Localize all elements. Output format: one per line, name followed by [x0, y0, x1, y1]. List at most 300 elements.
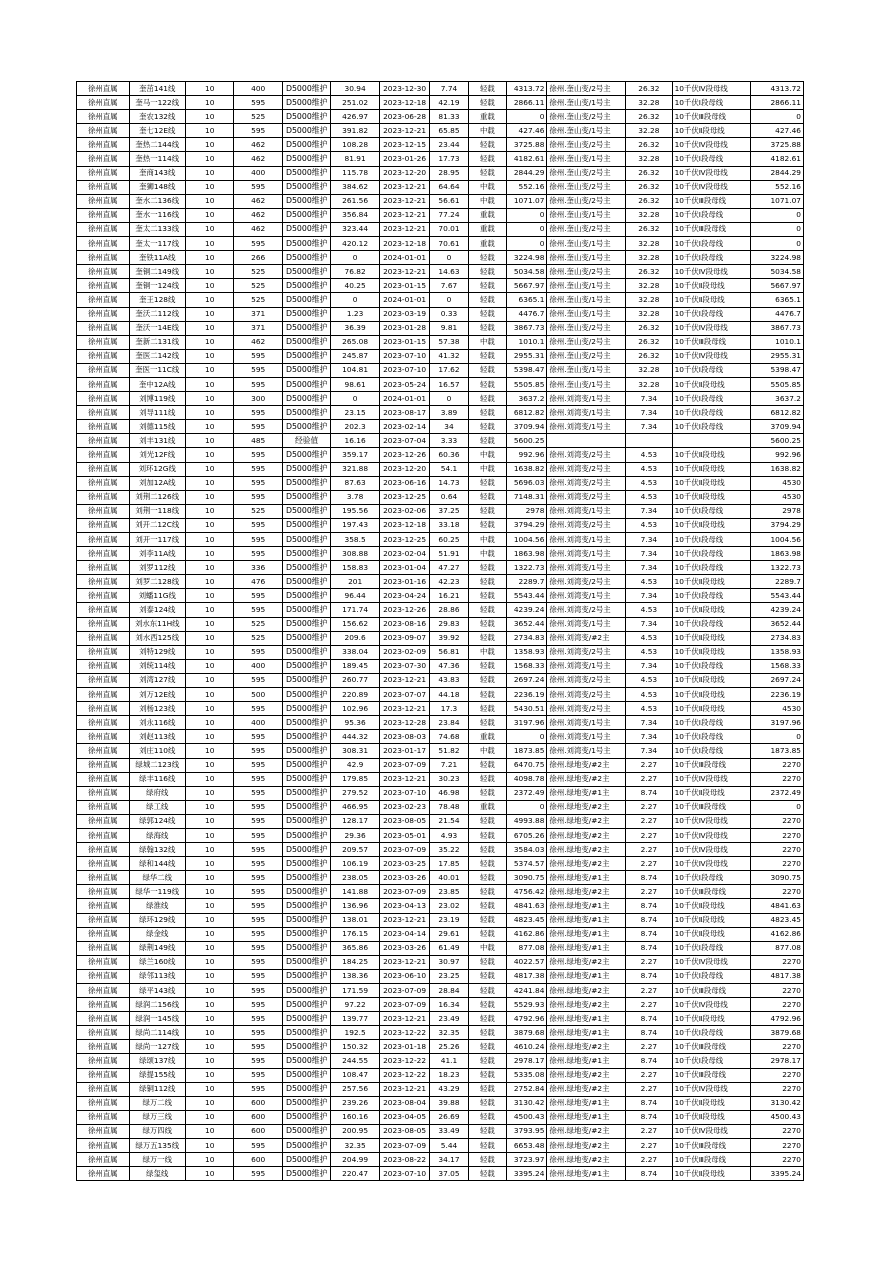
cell-source: D5000维护 [282, 955, 330, 969]
cell-voltage: 10 [186, 955, 234, 969]
cell-busbar: 10千伏Ⅲ段母线 [672, 1068, 751, 1082]
table-row [77, 716, 804, 730]
cell-date: 2023-08-05 [379, 814, 429, 828]
cell-rated-current: 595 [234, 955, 282, 969]
cell-date: 2023-07-10 [379, 363, 429, 377]
cell-load-rate: 33.18 [430, 518, 468, 532]
cell-available-capacity: 3794.29 [507, 518, 547, 532]
cell-current: 209.57 [331, 843, 379, 857]
cell-voltage: 10 [186, 518, 234, 532]
cell-load-rate: 30.97 [430, 955, 468, 969]
cell-voltage: 10 [186, 110, 234, 124]
cell-final-capacity: 3867.73 [751, 321, 804, 335]
table-row [77, 222, 804, 236]
cell-current: 244.55 [331, 1054, 379, 1068]
cell-source: D5000维护 [282, 998, 330, 1012]
cell-transformer: 徐州.奎山变/1号主 [547, 208, 626, 222]
cell-date: 2023-02-09 [379, 645, 429, 659]
cell-final-capacity: 2270 [751, 1139, 804, 1153]
cell-load-rate: 9.81 [430, 321, 468, 335]
cell-transformer: 徐州.绿地变/#2主 [547, 955, 626, 969]
cell-line-name: 奎铜二149线 [129, 265, 186, 279]
cell-load-status: 轻载 [468, 1026, 506, 1040]
cell-rated-current: 595 [234, 871, 282, 885]
cell-unit: 徐州直属 [77, 1167, 130, 1181]
table-row [77, 152, 804, 166]
cell-voltage: 10 [186, 673, 234, 687]
cell-source: D5000维护 [282, 82, 330, 96]
cell-load-status: 轻载 [468, 1167, 506, 1181]
cell-transformer: 徐州.刘湾变/2号主 [547, 462, 626, 476]
cell-load-rate: 28.95 [430, 166, 468, 180]
cell-rated-current: 595 [234, 899, 282, 913]
cell-transformer-capacity: 26.32 [626, 138, 672, 152]
cell-busbar: 10千伏Ⅱ段母线 [672, 279, 751, 293]
cell-voltage: 10 [186, 533, 234, 547]
cell-rated-current: 400 [234, 82, 282, 96]
cell-load-status: 轻载 [468, 166, 506, 180]
cell-line-name: 奎太一117线 [129, 237, 186, 251]
cell-date: 2023-04-13 [379, 899, 429, 913]
cell-transformer-capacity: 7.34 [626, 716, 672, 730]
table-row [77, 208, 804, 222]
cell-busbar: 10千伏Ⅰ段母线 [672, 871, 751, 885]
cell-transformer-capacity: 32.28 [626, 307, 672, 321]
cell-voltage: 10 [186, 152, 234, 166]
cell-rated-current: 595 [234, 998, 282, 1012]
cell-rated-current: 525 [234, 631, 282, 645]
cell-load-status: 轻载 [468, 631, 506, 645]
cell-load-status: 轻载 [468, 1082, 506, 1096]
cell-line-name: 刘罗二128线 [129, 575, 186, 589]
cell-transformer-capacity: 7.34 [626, 547, 672, 561]
cell-load-rate: 47.36 [430, 659, 468, 673]
cell-final-capacity: 4817.38 [751, 969, 804, 983]
cell-voltage: 10 [186, 547, 234, 561]
cell-load-rate: 0 [430, 392, 468, 406]
cell-date: 2023-12-21 [379, 913, 429, 927]
cell-source: D5000维护 [282, 547, 330, 561]
table-row [77, 589, 804, 603]
cell-line-name: 刘庄110线 [129, 744, 186, 758]
cell-date: 2023-02-23 [379, 800, 429, 814]
cell-date: 2023-12-18 [379, 96, 429, 110]
cell-busbar: 10千伏Ⅱ段母线 [672, 702, 751, 716]
cell-available-capacity: 3793.95 [507, 1124, 547, 1138]
cell-available-capacity: 1322.73 [507, 561, 547, 575]
cell-unit: 徐州直属 [77, 237, 130, 251]
table-row [77, 307, 804, 321]
cell-load-status: 中载 [468, 462, 506, 476]
cell-load-status: 轻载 [468, 363, 506, 377]
cell-transformer: 徐州.奎山变/2号主 [547, 194, 626, 208]
cell-voltage: 10 [186, 631, 234, 645]
cell-current: 220.89 [331, 688, 379, 702]
cell-busbar: 10千伏Ⅰ段母线 [672, 406, 751, 420]
cell-busbar: 10千伏Ⅲ段母线 [672, 110, 751, 124]
cell-transformer-capacity: 4.53 [626, 476, 672, 490]
cell-available-capacity: 3130.42 [507, 1096, 547, 1110]
cell-date: 2023-04-24 [379, 589, 429, 603]
cell-transformer-capacity [626, 434, 672, 448]
cell-unit: 徐州直属 [77, 406, 130, 420]
cell-transformer-capacity: 32.28 [626, 152, 672, 166]
cell-load-status: 轻载 [468, 377, 506, 391]
cell-line-name: 奎农132线 [129, 110, 186, 124]
cell-unit: 徐州直属 [77, 180, 130, 194]
cell-date: 2023-07-09 [379, 984, 429, 998]
cell-voltage: 10 [186, 490, 234, 504]
cell-final-capacity: 4162.86 [751, 927, 804, 941]
cell-source: D5000维护 [282, 589, 330, 603]
cell-load-status: 中载 [468, 448, 506, 462]
cell-unit: 徐州直属 [77, 448, 130, 462]
cell-unit: 徐州直属 [77, 194, 130, 208]
cell-source: D5000维护 [282, 772, 330, 786]
cell-current: 30.94 [331, 82, 379, 96]
cell-voltage: 10 [186, 575, 234, 589]
cell-load-rate: 4.93 [430, 828, 468, 842]
cell-available-capacity: 4241.84 [507, 984, 547, 998]
cell-source: D5000维护 [282, 899, 330, 913]
cell-voltage: 10 [186, 800, 234, 814]
cell-available-capacity: 1358.93 [507, 645, 547, 659]
cell-final-capacity: 4530 [751, 490, 804, 504]
cell-date: 2023-08-22 [379, 1153, 429, 1167]
cell-line-name: 绿玺线 [129, 1167, 186, 1181]
cell-line-name: 绿邻113线 [129, 969, 186, 983]
cell-final-capacity: 5667.97 [751, 279, 804, 293]
cell-date: 2023-07-04 [379, 434, 429, 448]
cell-line-name: 刘蟠11G线 [129, 589, 186, 603]
cell-rated-current: 595 [234, 237, 282, 251]
table-row [77, 1054, 804, 1068]
cell-transformer: 徐州.刘湾变/1号主 [547, 744, 626, 758]
cell-busbar: 10千伏Ⅰ段母线 [672, 941, 751, 955]
cell-transformer-capacity: 4.53 [626, 490, 672, 504]
cell-busbar: 10千伏Ⅰ段母线 [672, 152, 751, 166]
cell-busbar: 10千伏Ⅱ段母线 [672, 1167, 751, 1181]
cell-date: 2023-06-10 [379, 969, 429, 983]
cell-final-capacity: 2270 [751, 772, 804, 786]
cell-available-capacity: 6365.1 [507, 293, 547, 307]
cell-load-status: 轻载 [468, 673, 506, 687]
cell-available-capacity: 4993.88 [507, 814, 547, 828]
cell-line-name: 刘开一117线 [129, 533, 186, 547]
cell-transformer: 徐州.奎山变/1号主 [547, 307, 626, 321]
cell-transformer: 徐州.刘湾变/2号主 [547, 688, 626, 702]
cell-busbar: 10千伏Ⅱ段母线 [672, 927, 751, 941]
cell-transformer: 徐州.奎山变/1号主 [547, 124, 626, 138]
cell-line-name: 奎医一11C线 [129, 363, 186, 377]
cell-busbar: 10千伏Ⅱ段母线 [672, 124, 751, 138]
cell-available-capacity: 5696.03 [507, 476, 547, 490]
cell-available-capacity: 4817.38 [507, 969, 547, 983]
cell-available-capacity: 3723.97 [507, 1153, 547, 1167]
cell-source: D5000维护 [282, 631, 330, 645]
cell-transformer-capacity: 7.34 [626, 617, 672, 631]
cell-transformer-capacity: 2.27 [626, 1082, 672, 1096]
cell-rated-current: 500 [234, 688, 282, 702]
cell-current: 245.87 [331, 349, 379, 363]
cell-transformer: 徐州.奎山变/1号主 [547, 363, 626, 377]
cell-date: 2023-06-16 [379, 476, 429, 490]
cell-load-rate: 25.26 [430, 1040, 468, 1054]
cell-load-status: 轻载 [468, 476, 506, 490]
cell-source: D5000维护 [282, 758, 330, 772]
cell-rated-current: 595 [234, 1054, 282, 1068]
cell-load-rate: 17.73 [430, 152, 468, 166]
cell-available-capacity: 0 [507, 208, 547, 222]
cell-date: 2023-01-17 [379, 744, 429, 758]
cell-unit: 徐州直属 [77, 377, 130, 391]
cell-current: 197.43 [331, 518, 379, 532]
cell-current: 3.78 [331, 490, 379, 504]
cell-final-capacity: 1568.33 [751, 659, 804, 673]
cell-source: D5000维护 [282, 645, 330, 659]
cell-line-name: 绿环129线 [129, 913, 186, 927]
cell-source: D5000维护 [282, 1139, 330, 1153]
cell-available-capacity: 3090.75 [507, 871, 547, 885]
cell-load-rate: 16.21 [430, 589, 468, 603]
cell-current: 189.45 [331, 659, 379, 673]
cell-transformer: 徐州.刘湾变/2号主 [547, 476, 626, 490]
cell-voltage: 10 [186, 645, 234, 659]
cell-unit: 徐州直属 [77, 589, 130, 603]
cell-load-status: 轻载 [468, 984, 506, 998]
cell-transformer-capacity: 2.27 [626, 814, 672, 828]
cell-busbar: 10千伏Ⅱ段母线 [672, 518, 751, 532]
cell-rated-current: 595 [234, 941, 282, 955]
cell-available-capacity: 6812.82 [507, 406, 547, 420]
cell-unit: 徐州直属 [77, 885, 130, 899]
table-row [77, 631, 804, 645]
cell-unit: 徐州直属 [77, 490, 130, 504]
cell-source: D5000维护 [282, 194, 330, 208]
table-row [77, 1068, 804, 1082]
cell-load-status: 轻载 [468, 138, 506, 152]
cell-rated-current: 525 [234, 293, 282, 307]
cell-voltage: 10 [186, 124, 234, 138]
cell-load-status: 中载 [468, 744, 506, 758]
cell-current: 0 [331, 251, 379, 265]
cell-transformer: 徐州.刘湾变/#2主 [547, 631, 626, 645]
cell-transformer-capacity: 4.53 [626, 518, 672, 532]
cell-voltage: 10 [186, 1054, 234, 1068]
cell-date: 2023-07-09 [379, 885, 429, 899]
cell-transformer: 徐州.奎山变/1号主 [547, 251, 626, 265]
cell-date: 2023-12-22 [379, 1026, 429, 1040]
table-row [77, 406, 804, 420]
cell-current: 42.9 [331, 758, 379, 772]
cell-line-name: 绿万五135线 [129, 1139, 186, 1153]
cell-rated-current: 595 [234, 1026, 282, 1040]
cell-transformer: 徐州.绿地变/#1主 [547, 1026, 626, 1040]
cell-current: 192.5 [331, 1026, 379, 1040]
cell-date: 2023-12-21 [379, 222, 429, 236]
table-row [77, 504, 804, 518]
cell-rated-current: 371 [234, 321, 282, 335]
cell-source: D5000维护 [282, 843, 330, 857]
cell-line-name: 绿荆149线 [129, 941, 186, 955]
cell-available-capacity: 6705.26 [507, 828, 547, 842]
cell-load-rate: 7.67 [430, 279, 468, 293]
cell-available-capacity: 4610.24 [507, 1040, 547, 1054]
cell-rated-current: 462 [234, 138, 282, 152]
cell-voltage: 10 [186, 1139, 234, 1153]
cell-final-capacity: 3090.75 [751, 871, 804, 885]
cell-transformer-capacity: 26.32 [626, 166, 672, 180]
cell-rated-current: 400 [234, 166, 282, 180]
cell-source: D5000维护 [282, 927, 330, 941]
cell-transformer: 徐州.刘湾变/1号主 [547, 730, 626, 744]
cell-date: 2023-12-18 [379, 237, 429, 251]
cell-load-rate: 29.83 [430, 617, 468, 631]
cell-available-capacity: 3709.94 [507, 420, 547, 434]
cell-transformer: 徐州.绿地变/#2主 [547, 1082, 626, 1096]
cell-transformer-capacity: 7.34 [626, 659, 672, 673]
cell-voltage: 10 [186, 998, 234, 1012]
cell-transformer: 徐州.绿地变/#1主 [547, 1096, 626, 1110]
table-row [77, 955, 804, 969]
cell-line-name: 刘统114线 [129, 659, 186, 673]
cell-current: 158.83 [331, 561, 379, 575]
cell-load-rate: 44.18 [430, 688, 468, 702]
cell-line-name: 奎王128线 [129, 293, 186, 307]
cell-rated-current: 600 [234, 1110, 282, 1124]
cell-transformer: 徐州.绿地变/#1主 [547, 913, 626, 927]
cell-source: D5000维护 [282, 786, 330, 800]
cell-rated-current: 595 [234, 673, 282, 687]
cell-transformer-capacity: 4.53 [626, 603, 672, 617]
cell-unit: 徐州直属 [77, 758, 130, 772]
cell-current: 97.22 [331, 998, 379, 1012]
table-row [77, 702, 804, 716]
cell-transformer: 徐州.绿地变/#1主 [547, 786, 626, 800]
cell-rated-current: 600 [234, 1096, 282, 1110]
cell-available-capacity: 5430.51 [507, 702, 547, 716]
cell-transformer: 徐州.刘湾变/2号主 [547, 603, 626, 617]
cell-load-status: 轻载 [468, 152, 506, 166]
cell-load-rate: 30.23 [430, 772, 468, 786]
cell-unit: 徐州直属 [77, 335, 130, 349]
cell-available-capacity: 3652.44 [507, 617, 547, 631]
cell-rated-current: 595 [234, 744, 282, 758]
cell-source: D5000维护 [282, 1110, 330, 1124]
cell-busbar: 10千伏Ⅱ段母线 [672, 1110, 751, 1124]
cell-voltage: 10 [186, 321, 234, 335]
cell-transformer: 徐州.刘湾变/1号主 [547, 533, 626, 547]
cell-busbar: 10千伏Ⅱ段母线 [672, 476, 751, 490]
cell-voltage: 10 [186, 406, 234, 420]
cell-voltage: 10 [186, 335, 234, 349]
cell-transformer-capacity: 2.27 [626, 843, 672, 857]
cell-unit: 徐州直属 [77, 631, 130, 645]
cell-load-status: 重载 [468, 730, 506, 744]
cell-date: 2023-12-21 [379, 180, 429, 194]
table-row [77, 1082, 804, 1096]
cell-load-rate: 65.85 [430, 124, 468, 138]
cell-transformer: 徐州.奎山变/2号主 [547, 166, 626, 180]
cell-load-status: 轻载 [468, 589, 506, 603]
cell-source: D5000维护 [282, 871, 330, 885]
cell-transformer: 徐州.刘湾变/1号主 [547, 617, 626, 631]
cell-line-name: 绿和144线 [129, 857, 186, 871]
cell-line-name: 刘泰124线 [129, 603, 186, 617]
cell-unit: 徐州直属 [77, 152, 130, 166]
cell-transformer-capacity: 4.53 [626, 462, 672, 476]
cell-current: 195.56 [331, 504, 379, 518]
table-row [77, 843, 804, 857]
cell-load-status: 重载 [468, 110, 506, 124]
cell-transformer-capacity: 8.74 [626, 1026, 672, 1040]
table-row [77, 547, 804, 561]
cell-rated-current: 600 [234, 1124, 282, 1138]
table-row [77, 1026, 804, 1040]
cell-rated-current: 600 [234, 1153, 282, 1167]
cell-unit: 徐州直属 [77, 392, 130, 406]
cell-load-status: 轻载 [468, 279, 506, 293]
cell-load-rate: 60.36 [430, 448, 468, 462]
cell-available-capacity: 2978.17 [507, 1054, 547, 1068]
cell-load-status: 轻载 [468, 828, 506, 842]
cell-load-rate: 43.29 [430, 1082, 468, 1096]
table-row [77, 871, 804, 885]
cell-final-capacity: 2236.19 [751, 688, 804, 702]
cell-date: 2023-12-26 [379, 448, 429, 462]
cell-unit: 徐州直属 [77, 462, 130, 476]
cell-rated-current: 595 [234, 1082, 282, 1096]
cell-final-capacity: 3794.29 [751, 518, 804, 532]
cell-final-capacity: 0 [751, 730, 804, 744]
cell-busbar: 10千伏Ⅰ段母线 [672, 589, 751, 603]
cell-current: 115.78 [331, 166, 379, 180]
cell-transformer-capacity: 8.74 [626, 899, 672, 913]
cell-available-capacity: 3395.24 [507, 1167, 547, 1181]
cell-unit: 徐州直属 [77, 1139, 130, 1153]
cell-busbar: 10千伏Ⅲ段母线 [672, 335, 751, 349]
cell-unit: 徐州直属 [77, 899, 130, 913]
cell-voltage: 10 [186, 293, 234, 307]
cell-load-status: 轻载 [468, 434, 506, 448]
table-row [77, 561, 804, 575]
cell-current: 202.3 [331, 420, 379, 434]
table-row [77, 124, 804, 138]
cell-voltage: 10 [186, 603, 234, 617]
table-row [77, 166, 804, 180]
cell-voltage: 10 [186, 1124, 234, 1138]
cell-voltage: 10 [186, 857, 234, 871]
cell-date: 2023-08-04 [379, 1096, 429, 1110]
cell-rated-current: 595 [234, 786, 282, 800]
cell-available-capacity: 5374.57 [507, 857, 547, 871]
cell-load-rate: 14.73 [430, 476, 468, 490]
cell-current: 261.56 [331, 194, 379, 208]
cell-transformer-capacity: 32.28 [626, 208, 672, 222]
cell-available-capacity: 1071.07 [507, 194, 547, 208]
cell-date: 2023-01-28 [379, 321, 429, 335]
cell-load-status: 轻载 [468, 603, 506, 617]
cell-available-capacity: 5543.44 [507, 589, 547, 603]
cell-load-status: 轻载 [468, 1139, 506, 1153]
cell-current: 359.17 [331, 448, 379, 462]
cell-load-rate: 17.3 [430, 702, 468, 716]
cell-transformer-capacity: 7.34 [626, 730, 672, 744]
cell-rated-current: 595 [234, 984, 282, 998]
cell-unit: 徐州直属 [77, 518, 130, 532]
cell-rated-current: 595 [234, 124, 282, 138]
cell-voltage: 10 [186, 96, 234, 110]
